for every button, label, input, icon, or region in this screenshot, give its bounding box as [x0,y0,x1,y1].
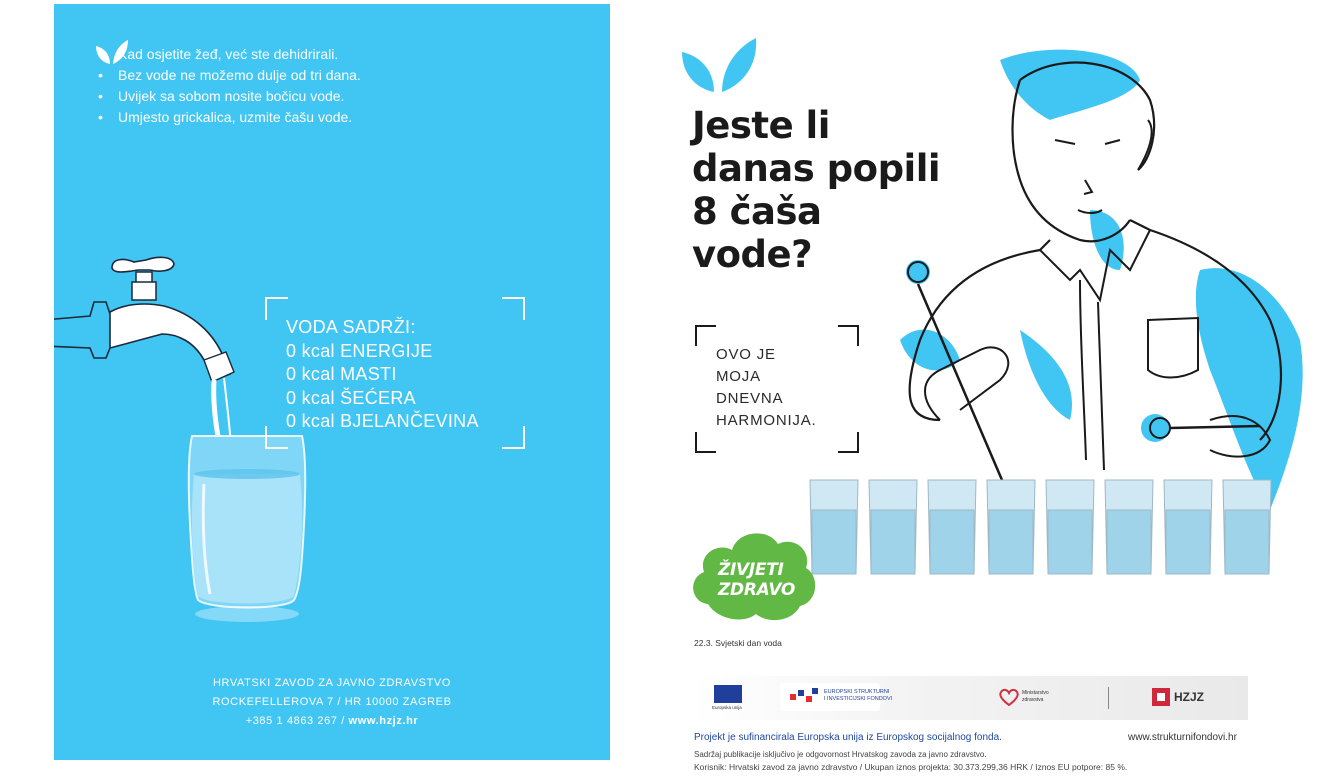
logo-divider [1108,687,1109,709]
badge-text: ZDRAVO [718,580,796,600]
funding-statement: Projekt je sufinancirala Europska unija iz Europskog socijalnog fonda. [694,732,1002,743]
water-glass [869,480,917,574]
institute-website-link[interactable]: www.hzjz.hr [348,715,419,727]
nutrition-line: 0 kcal ŠEĆERA [286,387,416,408]
ministry-heart-icon [999,688,1019,706]
glasses-row [808,476,1284,586]
institute-address: ROCKEFELLEROVA 7 / HR 10000 ZAGREB [212,696,452,708]
harmony-line: HARMONIJA. [716,412,817,429]
left-poster-panel [54,4,610,760]
ministry-text [1022,690,1049,704]
water-glass [1105,480,1153,574]
water-glass [928,480,976,574]
tip-item: • Umjesto grickalica, uzmite čašu vode. [98,107,361,128]
right-poster-panel [660,0,1322,780]
structural-funds-line: EUROPSKI STRUKTURNI [824,689,890,695]
structural-funds-link[interactable]: www.strukturnifondovi.hr [1128,732,1237,743]
nutrition-line: 0 kcal ENERGIJE [286,340,433,361]
nutrition-line: 0 kcal BJELANČEVINA [286,411,479,431]
disclaimer-text: Sadržaj publikacije isključivo je odgovornost Hrvatskog zavoda za javno zdravstvo. [694,750,987,759]
world-water-day-note: 22.3. Svjetski dan voda [694,638,782,648]
leaf-icon [680,34,760,98]
eu-logo-text: Europska unija [712,705,742,710]
nutrition-heading: VODA SADRŽI: [286,317,416,337]
tip-item: • Uvijek sa sobom nosite bočicu vode. [98,86,361,107]
water-tips-list [98,44,361,128]
headline [692,104,940,276]
institute-contact [54,712,610,731]
badge-text: ŽIVJETI [718,560,784,580]
headline-line: danas popili [692,147,941,190]
institute-name: HRVATSKI ZAVOD ZA JAVNO ZDRAVSTVO [212,677,451,689]
ministry-line: Ministarstvo [1022,690,1049,696]
eu-flag-icon [714,685,742,703]
headline-line: vode? [692,233,813,276]
hzjz-logo-text: HZJZ [1174,690,1204,704]
harmony-line: MOJA [716,368,761,385]
institute-phone: +385 1 4863 267 / [245,715,349,727]
water-glass [1164,480,1212,574]
headline-line: 8 čaša [692,190,822,233]
ministry-line: zdravstva [1022,697,1044,703]
water-glass [1223,480,1271,574]
structural-funds-line: I INVESTICIJSKI FONDOVI [824,696,893,702]
tip-item: • Kad osjetite žeđ, već ste dehidrirali. [98,44,361,65]
nutrition-facts [286,316,479,434]
harmony-line: DNEVNA [716,390,784,407]
eu-funding-logo-bar [694,676,1248,720]
tip-item: • Bez vode ne možemo dulje od tri dana. [98,65,361,86]
project-info-text: Korisnik: Hrvatski zavod za javno zdravstvo / Ukupan iznos projekta: 30.373.299,36 HRK / Iznos EU potpore: 85 %. [694,762,1128,772]
harmony-message [716,344,817,432]
hzjz-logo-icon [1152,688,1170,706]
nutrition-line: 0 kcal MASTI [286,364,397,384]
water-glass [987,480,1035,574]
headline-line: Jeste li [692,104,830,147]
contact-block [54,674,610,731]
structural-funds-icon [790,688,820,706]
structural-funds-text [824,689,892,703]
water-glass [1046,480,1094,574]
harmony-line: OVO JE [716,346,776,363]
